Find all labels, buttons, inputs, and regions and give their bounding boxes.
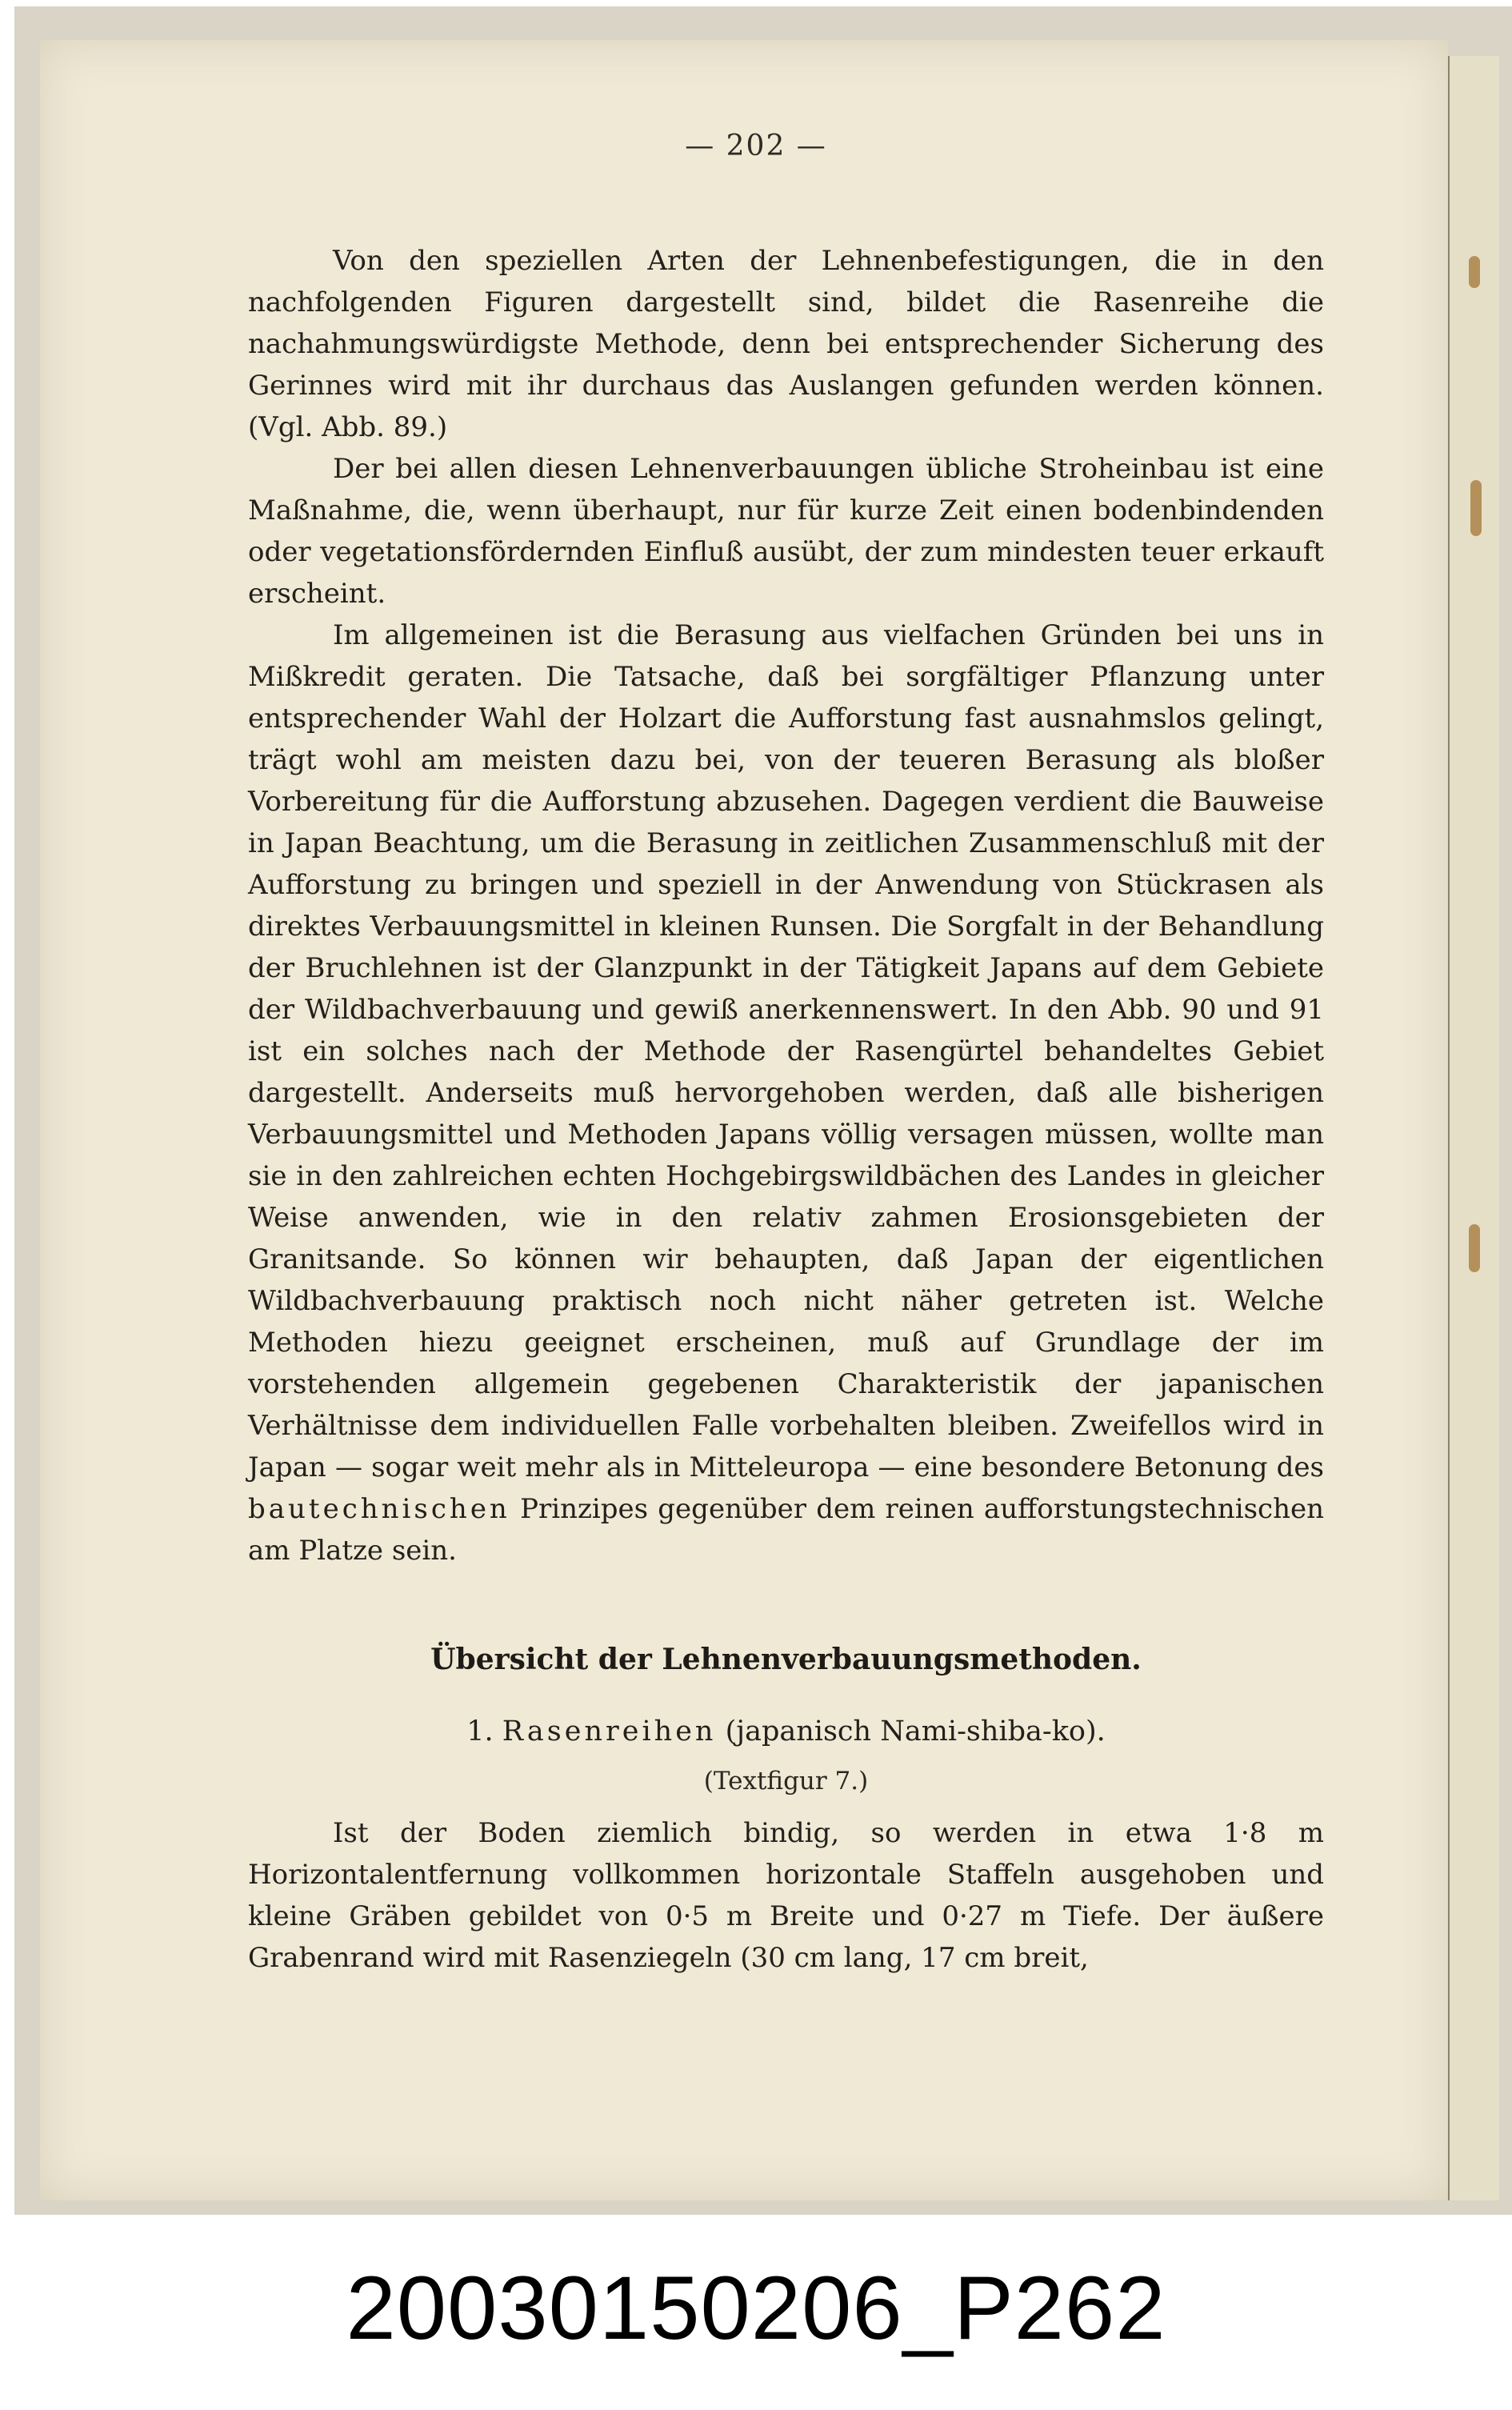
subsection-rest: (japanisch Nami-shiba-ko). <box>725 1715 1106 1747</box>
page-stain-2 <box>1470 480 1482 536</box>
paragraph-3-text: Im allgemeinen ist die Berasung aus vielfachen Gründen bei uns in Mißkredit geraten. Die Tatsache, daß bei sorgfältiger Pflanzung unter entsprechender Wahl der Holzart die Aufforstung fast ausnahmslos gelingt, trägt wohl am meisten dazu bei, von der teueren Berasung als bloßer Vorbereitung für die Aufforstung abzusehen. Dagegen verdient die Bauweise in Japan Beachtung, um die Berasung in zeitlichen Zusammenschluß mit der Aufforstung zu bringen und speziell in der Anwendung von Stückrasen als direktes Verbauungsmittel in kleinen Runsen. Die Sorgfalt in der Behandlung der Bruchlehnen ist der Glanzpunkt in der Tätigkeit Japans auf dem Gebiete der Wildbachverbauung und gewiß anerkennenswert. In den Abb. 90 und 91 ist ein solches nach der Methode der Rasengürtel behandeltes Gebiet dargestellt. Anderseits muß hervorgehoben werden, daß alle bisherigen Verbauungsmittel und Methoden Japans völlig versagen müssen, wollte man sie in den zahlreichen echten Hochgebirgswildbächen des Landes in gleicher Weise anwenden, wie in den relativ zahmen Erosionsgebieten der Granitsande. So können wir behaupten, daß Japan der eigentlichen Wildbachverbauung praktisch noch nicht näher getreten ist. Welche Methoden hiezu geeignet erscheinen, muß auf Grundlage der im vorstehenden allgemein gegebenen Charakteristik der japanischen Verhältnisse dem individuellen Falle vorbehalten bleiben. Zweifellos wird in Japan — sogar weit mehr als in Mitteleuropa — eine besondere Betonung des <box>248 619 1324 1483</box>
subsection-heading <box>248 1715 1324 1747</box>
section-heading: Übersicht der Lehnenverbauungsmethoden. <box>430 1643 1142 1676</box>
figure-reference: (Textfigur 7.) <box>703 1767 869 1795</box>
paragraph-3 <box>248 615 1324 1571</box>
paragraph-2: Der bei allen diesen Lehnenverbauungen übliche Stroheinbau ist eine Maßnahme, die, wenn überhaupt, nur für kurze Zeit einen bodenbindenden oder vegetationsfördernden Einfluß ausübt, der zum mindesten teuer erkauft erscheint. <box>248 453 1324 610</box>
page-number: — 202 — <box>685 130 827 162</box>
final-text-block <box>248 1812 1324 1979</box>
paragraph-1: Von den speziellen Arten der Lehnenbefestigungen, die in den nachfolgenden Figuren dargestellt sind, bildet die Rasenreihe die nachahmungswürdigste Methode, denn bei entsprechender Sicherung des Gerinnes wird mit ihr durchaus das Auslangen gefunden werden können. (Vgl. Abb. 89.) <box>248 245 1324 443</box>
paragraph-4: Ist der Boden ziemlich bindig, so werden in etwa 1·8 m Horizontalentfernung vollkommen horizontale Staffeln ausgehoben und kleine Gräben gebildet von 0·5 m Breite und 0·27 m Tiefe. Der äußere Grabenrand wird mit Rasenziegeln (30 cm lang, 17 cm breit, <box>248 1817 1324 1974</box>
main-text-block <box>248 240 1324 1571</box>
adjacent-page-edge <box>1448 56 1499 2200</box>
subsection-term: Rasenreihen <box>502 1715 717 1747</box>
image-caption: 20030150206_P262 <box>346 2258 1166 2358</box>
emphasized-term: bautechnischen <box>248 1493 510 1525</box>
subsection-number: 1. <box>466 1715 494 1747</box>
page-stain-3 <box>1469 1224 1480 1272</box>
paragraph-3-end: Prinzipes gegenüber dem reinen aufforstungstechnischen am Platze sein. <box>248 1493 1324 1567</box>
page-stain-1 <box>1469 256 1480 288</box>
